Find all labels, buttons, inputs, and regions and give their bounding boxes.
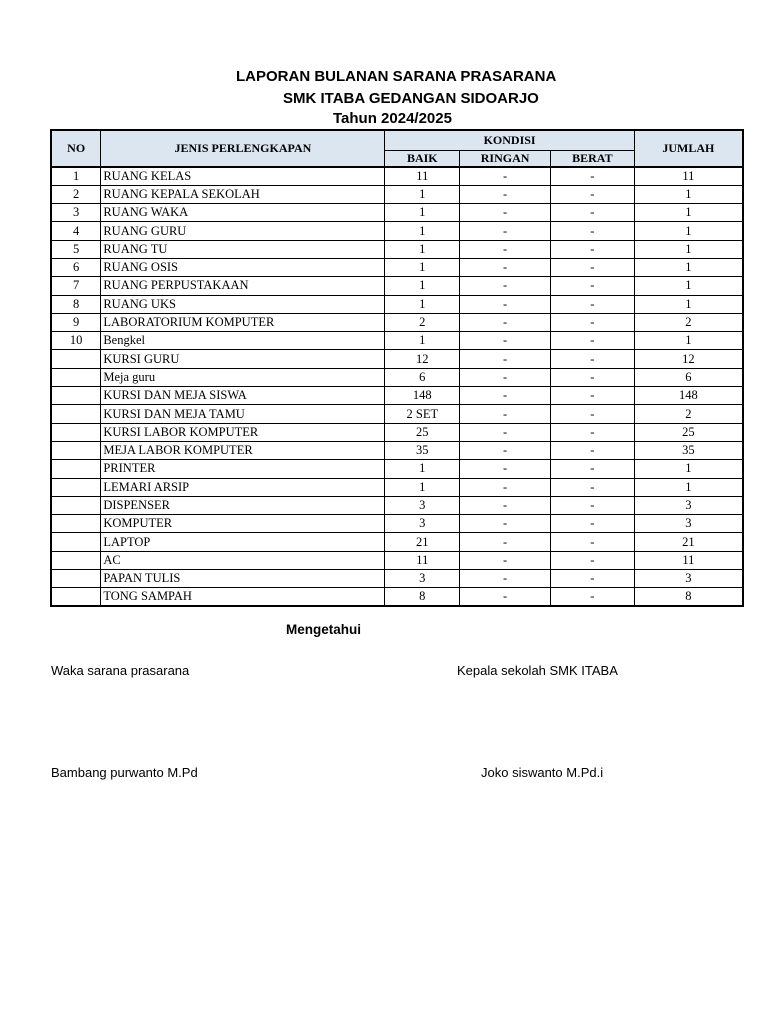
- item-name: RUANG WAKA: [101, 204, 385, 222]
- cell-ringan: -: [460, 167, 551, 185]
- cell-baik: 1: [385, 204, 460, 222]
- row-number: 10: [51, 332, 101, 350]
- item-name: RUANG UKS: [101, 295, 385, 313]
- row-number: [51, 551, 101, 569]
- cell-berat: -: [550, 423, 634, 441]
- header-berat: BERAT: [550, 150, 634, 167]
- cell-jumlah: 1: [634, 185, 743, 203]
- item-name: RUANG TU: [101, 240, 385, 258]
- cell-berat: -: [550, 277, 634, 295]
- cell-berat: -: [550, 515, 634, 533]
- row-number: [51, 478, 101, 496]
- cell-ringan: -: [460, 551, 551, 569]
- table-row: [51, 423, 743, 441]
- cell-baik: 2: [385, 313, 460, 331]
- item-name: Bengkel: [101, 332, 385, 350]
- item-name: Meja guru: [101, 368, 385, 386]
- cell-jumlah: 1: [634, 258, 743, 276]
- cell-berat: -: [550, 167, 634, 185]
- cell-berat: -: [550, 533, 634, 551]
- table-row: [51, 204, 743, 222]
- cell-baik: 1: [385, 185, 460, 203]
- table-row: [51, 167, 743, 185]
- cell-jumlah: 8: [634, 588, 743, 606]
- table-row: [51, 277, 743, 295]
- row-number: 4: [51, 222, 101, 240]
- table-row: [51, 295, 743, 313]
- row-number: [51, 441, 101, 459]
- cell-baik: 35: [385, 441, 460, 459]
- item-name: RUANG PERPUSTAKAAN: [101, 277, 385, 295]
- cell-jumlah: 21: [634, 533, 743, 551]
- row-number: 5: [51, 240, 101, 258]
- cell-baik: 21: [385, 533, 460, 551]
- cell-baik: 2 SET: [385, 405, 460, 423]
- cell-berat: -: [550, 478, 634, 496]
- cell-jumlah: 1: [634, 332, 743, 350]
- item-name: KURSI DAN MEJA TAMU: [101, 405, 385, 423]
- cell-berat: -: [550, 460, 634, 478]
- cell-ringan: -: [460, 313, 551, 331]
- item-name: DISPENSER: [101, 496, 385, 514]
- item-name: RUANG KEPALA SEKOLAH: [101, 185, 385, 203]
- cell-jumlah: 1: [634, 240, 743, 258]
- cell-berat: -: [550, 496, 634, 514]
- item-name: AC: [101, 551, 385, 569]
- row-number: 7: [51, 277, 101, 295]
- cell-jumlah: 35: [634, 441, 743, 459]
- cell-ringan: -: [460, 588, 551, 606]
- item-name: LABORATORIUM KOMPUTER: [101, 313, 385, 331]
- table-row: [51, 313, 743, 331]
- cell-ringan: -: [460, 460, 551, 478]
- header-baik: BAIK: [385, 150, 460, 167]
- cell-jumlah: 148: [634, 387, 743, 405]
- cell-baik: 11: [385, 167, 460, 185]
- cell-ringan: -: [460, 185, 551, 203]
- row-number: [51, 387, 101, 405]
- table-row: [51, 240, 743, 258]
- cell-ringan: -: [460, 423, 551, 441]
- cell-berat: -: [550, 551, 634, 569]
- cell-baik: 1: [385, 478, 460, 496]
- item-name: KURSI GURU: [101, 350, 385, 368]
- row-number: [51, 533, 101, 551]
- row-number: [51, 405, 101, 423]
- cell-baik: 12: [385, 350, 460, 368]
- table-row: [51, 332, 743, 350]
- header-kondisi: KONDISI: [385, 130, 634, 150]
- table-row: [51, 350, 743, 368]
- row-number: [51, 423, 101, 441]
- row-number: [51, 350, 101, 368]
- cell-ringan: -: [460, 222, 551, 240]
- row-number: [51, 588, 101, 606]
- cell-jumlah: 1: [634, 478, 743, 496]
- cell-berat: -: [550, 405, 634, 423]
- cell-jumlah: 1: [634, 277, 743, 295]
- row-number: [51, 368, 101, 386]
- cell-jumlah: 1: [634, 204, 743, 222]
- cell-ringan: -: [460, 570, 551, 588]
- cell-baik: 3: [385, 515, 460, 533]
- cell-baik: 1: [385, 277, 460, 295]
- item-name: KOMPUTER: [101, 515, 385, 533]
- cell-baik: 6: [385, 368, 460, 386]
- cell-berat: -: [550, 441, 634, 459]
- cell-jumlah: 3: [634, 496, 743, 514]
- header-ringan: RINGAN: [460, 150, 551, 167]
- header-jumlah: JUMLAH: [634, 130, 743, 167]
- table-row: [51, 258, 743, 276]
- cell-ringan: -: [460, 350, 551, 368]
- row-number: 6: [51, 258, 101, 276]
- item-name: RUANG KELAS: [101, 167, 385, 185]
- cell-baik: 1: [385, 222, 460, 240]
- cell-berat: -: [550, 570, 634, 588]
- item-name: KURSI DAN MEJA SISWA: [101, 387, 385, 405]
- cell-berat: -: [550, 313, 634, 331]
- cell-baik: 1: [385, 240, 460, 258]
- table-row: [51, 368, 743, 386]
- item-name: LEMARI ARSIP: [101, 478, 385, 496]
- item-name: RUANG GURU: [101, 222, 385, 240]
- cell-ringan: -: [460, 533, 551, 551]
- table-row: [51, 478, 743, 496]
- cell-ringan: -: [460, 204, 551, 222]
- cell-ringan: -: [460, 405, 551, 423]
- row-number: [51, 496, 101, 514]
- cell-jumlah: 12: [634, 350, 743, 368]
- cell-baik: 11: [385, 551, 460, 569]
- item-name: PRINTER: [101, 460, 385, 478]
- cell-jumlah: 1: [634, 295, 743, 313]
- cell-jumlah: 11: [634, 167, 743, 185]
- cell-jumlah: 1: [634, 460, 743, 478]
- table-row: [51, 185, 743, 203]
- left-signatory-role: Waka sarana prasarana: [51, 663, 190, 678]
- table-row: [51, 460, 743, 478]
- header-jenis: JENIS PERLENGKAPAN: [101, 130, 385, 167]
- left-signatory-name: Bambang purwanto M.Pd: [51, 765, 198, 780]
- right-signatory-name: Joko siswanto M.Pd.i: [481, 765, 604, 780]
- item-name: LAPTOP: [101, 533, 385, 551]
- table-row: [51, 387, 743, 405]
- row-number: [51, 460, 101, 478]
- cell-baik: 1: [385, 460, 460, 478]
- table-row: [51, 222, 743, 240]
- right-signatory-role: Kepala sekolah SMK ITABA: [457, 663, 618, 678]
- cell-berat: -: [550, 588, 634, 606]
- item-name: PAPAN TULIS: [101, 570, 385, 588]
- cell-baik: 3: [385, 496, 460, 514]
- row-number: 1: [51, 167, 101, 185]
- table-row: [51, 533, 743, 551]
- cell-ringan: -: [460, 496, 551, 514]
- table-row: [51, 551, 743, 569]
- cell-ringan: -: [460, 240, 551, 258]
- table-row: [51, 515, 743, 533]
- table-row: [51, 405, 743, 423]
- row-number: [51, 515, 101, 533]
- cell-baik: 3: [385, 570, 460, 588]
- cell-ringan: -: [460, 478, 551, 496]
- table-body: [51, 167, 743, 606]
- cell-jumlah: 3: [634, 515, 743, 533]
- acknowledged-label: Mengetahui: [286, 622, 362, 637]
- table-row: [51, 441, 743, 459]
- cell-ringan: -: [460, 515, 551, 533]
- cell-berat: -: [550, 350, 634, 368]
- cell-baik: 1: [385, 258, 460, 276]
- cell-berat: -: [550, 387, 634, 405]
- cell-jumlah: 11: [634, 551, 743, 569]
- cell-jumlah: 3: [634, 570, 743, 588]
- cell-baik: 25: [385, 423, 460, 441]
- cell-berat: -: [550, 332, 634, 350]
- cell-ringan: -: [460, 387, 551, 405]
- row-number: 2: [51, 185, 101, 203]
- inventory-table: [50, 129, 744, 607]
- cell-ringan: -: [460, 277, 551, 295]
- cell-berat: -: [550, 185, 634, 203]
- item-name: KURSI LABOR KOMPUTER: [101, 423, 385, 441]
- cell-jumlah: 1: [634, 222, 743, 240]
- cell-berat: -: [550, 204, 634, 222]
- cell-baik: 8: [385, 588, 460, 606]
- cell-baik: 1: [385, 332, 460, 350]
- cell-berat: -: [550, 222, 634, 240]
- cell-berat: -: [550, 295, 634, 313]
- item-name: TONG SAMPAH: [101, 588, 385, 606]
- cell-ringan: -: [460, 258, 551, 276]
- row-number: 3: [51, 204, 101, 222]
- item-name: MEJA LABOR KOMPUTER: [101, 441, 385, 459]
- cell-jumlah: 2: [634, 405, 743, 423]
- header-no: NO: [51, 130, 101, 167]
- cell-baik: 148: [385, 387, 460, 405]
- row-number: 9: [51, 313, 101, 331]
- cell-jumlah: 6: [634, 368, 743, 386]
- table-row: [51, 570, 743, 588]
- table-row: [51, 496, 743, 514]
- cell-jumlah: 2: [634, 313, 743, 331]
- table-row: [51, 588, 743, 606]
- cell-baik: 1: [385, 295, 460, 313]
- item-name: RUANG OSIS: [101, 258, 385, 276]
- cell-berat: -: [550, 240, 634, 258]
- cell-ringan: -: [460, 295, 551, 313]
- cell-berat: -: [550, 368, 634, 386]
- cell-ringan: -: [460, 332, 551, 350]
- cell-berat: -: [550, 258, 634, 276]
- cell-ringan: -: [460, 368, 551, 386]
- row-number: [51, 570, 101, 588]
- row-number: 8: [51, 295, 101, 313]
- cell-ringan: -: [460, 441, 551, 459]
- cell-jumlah: 25: [634, 423, 743, 441]
